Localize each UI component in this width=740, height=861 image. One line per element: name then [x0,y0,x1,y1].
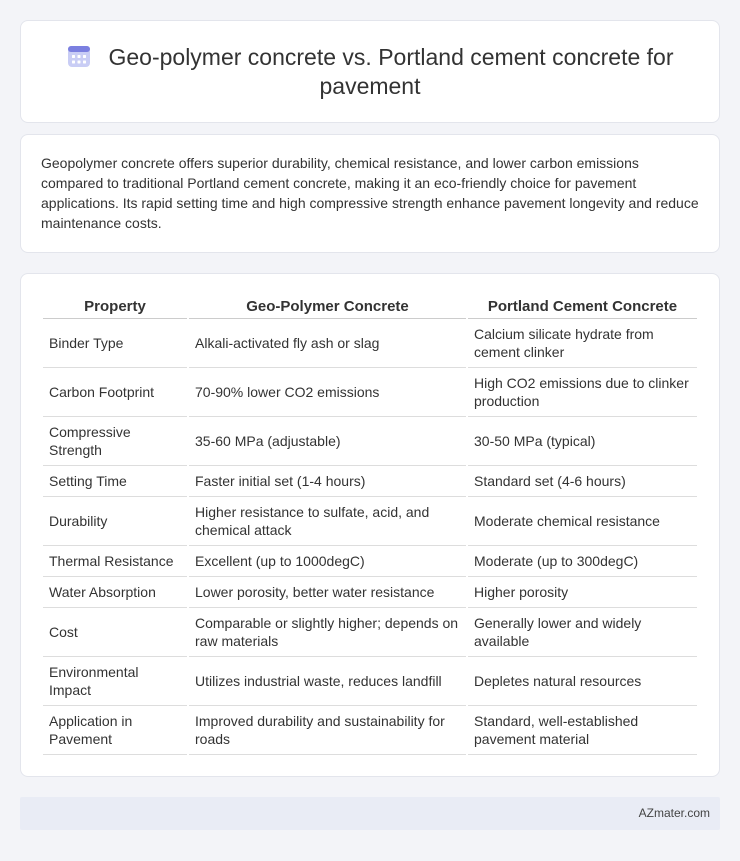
geopolymer-cell: Alkali-activated fly ash or slag [189,319,466,368]
table-row [43,319,697,368]
property-cell: Thermal Resistance [43,546,187,577]
footer-brand: AZmater.com [638,806,710,820]
summary-text: Geopolymer concrete offers superior durability, chemical resistance, and lower carbon emissions compared to traditional Portland cement concrete, making it an eco-friendly choice for pavement applications. Its rapid setting time and high compressive strength enhance pavement longevity and reduce maintenance costs. [41,155,699,231]
header-portland: Portland Cement Concrete [468,294,697,319]
property-cell: Environmental Impact [43,657,187,706]
comparison-table [41,294,699,755]
geopolymer-cell: Utilizes industrial waste, reduces landfill [189,657,466,706]
header-geopolymer: Geo-Polymer Concrete [189,294,466,319]
property-cell: Water Absorption [43,577,187,608]
portland-cell: Calcium silicate hydrate from cement clinker [468,319,697,368]
property-cell: Setting Time [43,466,187,497]
geopolymer-cell: Higher resistance to sulfate, acid, and chemical attack [189,497,466,546]
property-cell: Durability [43,497,187,546]
property-cell: Compressive Strength [43,417,187,466]
property-cell: Carbon Footprint [43,368,187,417]
table-row [43,577,697,608]
table-row [43,417,697,466]
geopolymer-cell: Comparable or slightly higher; depends on raw materials [189,608,466,657]
comparison-table-card [20,273,720,777]
table-header-row [43,294,697,319]
title-card [20,20,720,123]
page-title-wrap [60,43,680,101]
geopolymer-cell: 70-90% lower CO2 emissions [189,368,466,417]
portland-cell: Moderate (up to 300degC) [468,546,697,577]
table-row [43,706,697,755]
property-cell: Binder Type [43,319,187,368]
header-property: Property [43,294,187,319]
calendar-grid-icon [66,43,92,69]
portland-cell: High CO2 emissions due to clinker production [468,368,697,417]
portland-cell: Higher porosity [468,577,697,608]
geopolymer-cell: Excellent (up to 1000degC) [189,546,466,577]
geopolymer-cell: 35-60 MPa (adjustable) [189,417,466,466]
table-row [43,657,697,706]
table-row [43,497,697,546]
geopolymer-cell: Faster initial set (1-4 hours) [189,466,466,497]
portland-cell: Generally lower and widely available [468,608,697,657]
portland-cell: Standard set (4-6 hours) [468,466,697,497]
geopolymer-cell: Improved durability and sustainability for roads [189,706,466,755]
table-row [43,466,697,497]
portland-cell: Standard, well-established pavement material [468,706,697,755]
property-cell: Application in Pavement [43,706,187,755]
portland-cell: 30-50 MPa (typical) [468,417,697,466]
page-title: Geo-polymer concrete vs. Portland cement concrete for pavement [108,43,674,99]
geopolymer-cell: Lower porosity, better water resistance [189,577,466,608]
portland-cell: Moderate chemical resistance [468,497,697,546]
table-row [43,368,697,417]
summary-card [20,134,720,253]
property-cell: Cost [43,608,187,657]
table-row [43,608,697,657]
footer-bar [20,797,720,830]
table-row [43,546,697,577]
portland-cell: Depletes natural resources [468,657,697,706]
